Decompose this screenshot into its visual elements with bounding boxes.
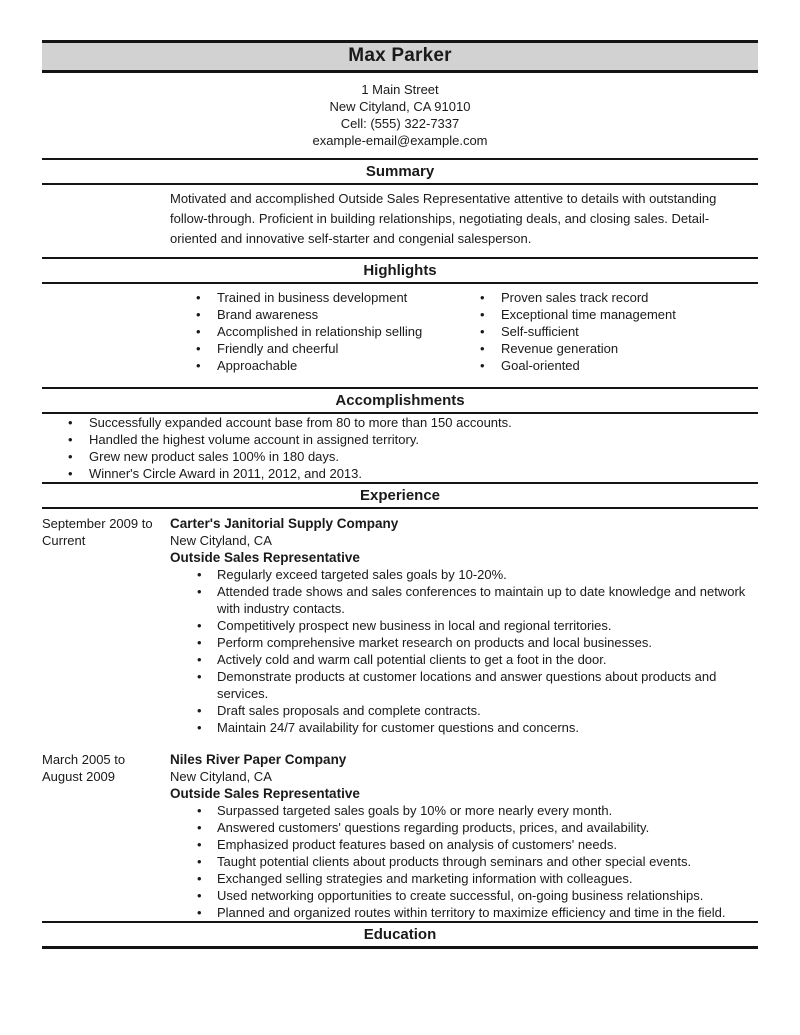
section-summary (42, 158, 758, 249)
name-band (42, 40, 758, 73)
job-details (170, 751, 758, 921)
job-title: Outside Sales Representative (170, 550, 360, 565)
education-heading-bar (42, 921, 758, 949)
job-duty-item: • Surpassed targeted sales goals by 10% or more nearly every month. (170, 802, 758, 819)
accomplishment-item: • Handled the highest volume account in assigned territory. (42, 431, 758, 448)
job-entry (42, 745, 758, 921)
accomplishment-item: • Grew new product sales 100% in 180 days. (42, 448, 758, 465)
contact-line: 1 Main Street (361, 82, 439, 97)
highlight-item: • Friendly and cheerful (170, 340, 454, 357)
highlight-item: • Trained in business development (170, 289, 454, 306)
job-duty-item: • Exchanged selling strategies and marketing information with colleagues. (170, 870, 758, 887)
candidate-name: Max Parker (348, 45, 452, 66)
highlights-right-column (454, 289, 758, 374)
highlight-item: • Approachable (170, 357, 454, 374)
contact-block (42, 73, 758, 158)
section-experience (42, 482, 758, 921)
job-date-line: March 2005 to (42, 752, 126, 767)
job-date-line: Current (42, 533, 86, 548)
highlights-left-column (170, 289, 454, 374)
highlight-item: • Self-sufficient (454, 323, 758, 340)
summary-heading: Summary (365, 163, 435, 180)
job-duty-item: • Actively cold and warm call potential clients to get a foot in the door. (170, 651, 758, 668)
highlights-columns (170, 284, 758, 387)
job-duty-item: • Demonstrate products at customer locations and answer questions about products and services. (170, 668, 758, 702)
job-duty-item: • Perform comprehensive market research on products and local businesses. (170, 634, 758, 651)
highlight-item: • Proven sales track record (454, 289, 758, 306)
accomplishments-list (42, 414, 758, 482)
highlight-item: • Brand awareness (170, 306, 454, 323)
contact-line: New Cityland, CA 91010 (329, 99, 471, 114)
accomplishments-heading-bar (42, 387, 758, 414)
job-duties-list (170, 802, 758, 921)
job-duties-list (170, 566, 758, 736)
section-accomplishments (42, 387, 758, 482)
job-duty-item: • Maintain 24/7 availability for customer questions and concerns. (170, 719, 758, 736)
job-details (170, 515, 758, 736)
job-date-line: September 2009 to (42, 516, 153, 531)
job-company: Carter's Janitorial Supply Company (170, 516, 399, 531)
education-heading: Education (363, 926, 437, 943)
job-location: New Cityland, CA (170, 533, 272, 548)
job-duty-item: • Used networking opportunities to create successful, on-going business relationships. (170, 887, 758, 904)
section-education (42, 921, 758, 949)
contact-line: example-email@example.com (312, 133, 488, 148)
job-dates (42, 515, 170, 736)
job-title: Outside Sales Representative (170, 786, 360, 801)
highlight-item: • Exceptional time management (454, 306, 758, 323)
summary-text: Motivated and accomplished Outside Sales Representative attentive to details with outstanding follow-through. Proficient in building relationships, negotiating deals, and closing sales. Detail-oriented and innovative self-starter and congenial salesperson. (170, 191, 717, 246)
job-duty-item: • Draft sales proposals and complete contracts. (170, 702, 758, 719)
accomplishments-heading: Accomplishments (335, 392, 465, 409)
job-duty-item: • Competitively prospect new business in local and regional territories. (170, 617, 758, 634)
experience-heading-bar (42, 482, 758, 509)
experience-heading: Experience (359, 487, 441, 504)
highlight-item: • Accomplished in relationship selling (170, 323, 454, 340)
highlights-heading-bar (42, 257, 758, 284)
summary-heading-bar (42, 158, 758, 185)
job-duty-item: • Regularly exceed targeted sales goals by 10-20%. (170, 566, 758, 583)
section-highlights (42, 257, 758, 387)
job-duty-item: • Attended trade shows and sales conferences to maintain up to date knowledge and network with industry contacts. (170, 583, 758, 617)
job-entry (42, 509, 758, 736)
job-duty-item: • Planned and organized routes within territory to maximize efficiency and time in the field. (170, 904, 758, 921)
accomplishment-item: • Winner's Circle Award in 2011, 2012, and 2013. (42, 465, 758, 482)
job-date-line: August 2009 (42, 769, 116, 784)
job-location: New Cityland, CA (170, 769, 272, 784)
highlight-item: • Goal-oriented (454, 357, 758, 374)
job-dates (42, 751, 170, 921)
job-duty-item: • Taught potential clients about products through seminars and other special events. (170, 853, 758, 870)
job-company: Niles River Paper Company (170, 752, 347, 767)
job-duty-item: • Emphasized product features based on analysis of customers' needs. (170, 836, 758, 853)
contact-line: Cell: (555) 322-7337 (340, 116, 460, 131)
job-duty-item: • Answered customers' questions regarding products, prices, and availability. (170, 819, 758, 836)
accomplishment-item: • Successfully expanded account base from 80 to more than 150 accounts. (42, 414, 758, 431)
highlight-item: • Revenue generation (454, 340, 758, 357)
highlights-heading: Highlights (363, 262, 437, 279)
